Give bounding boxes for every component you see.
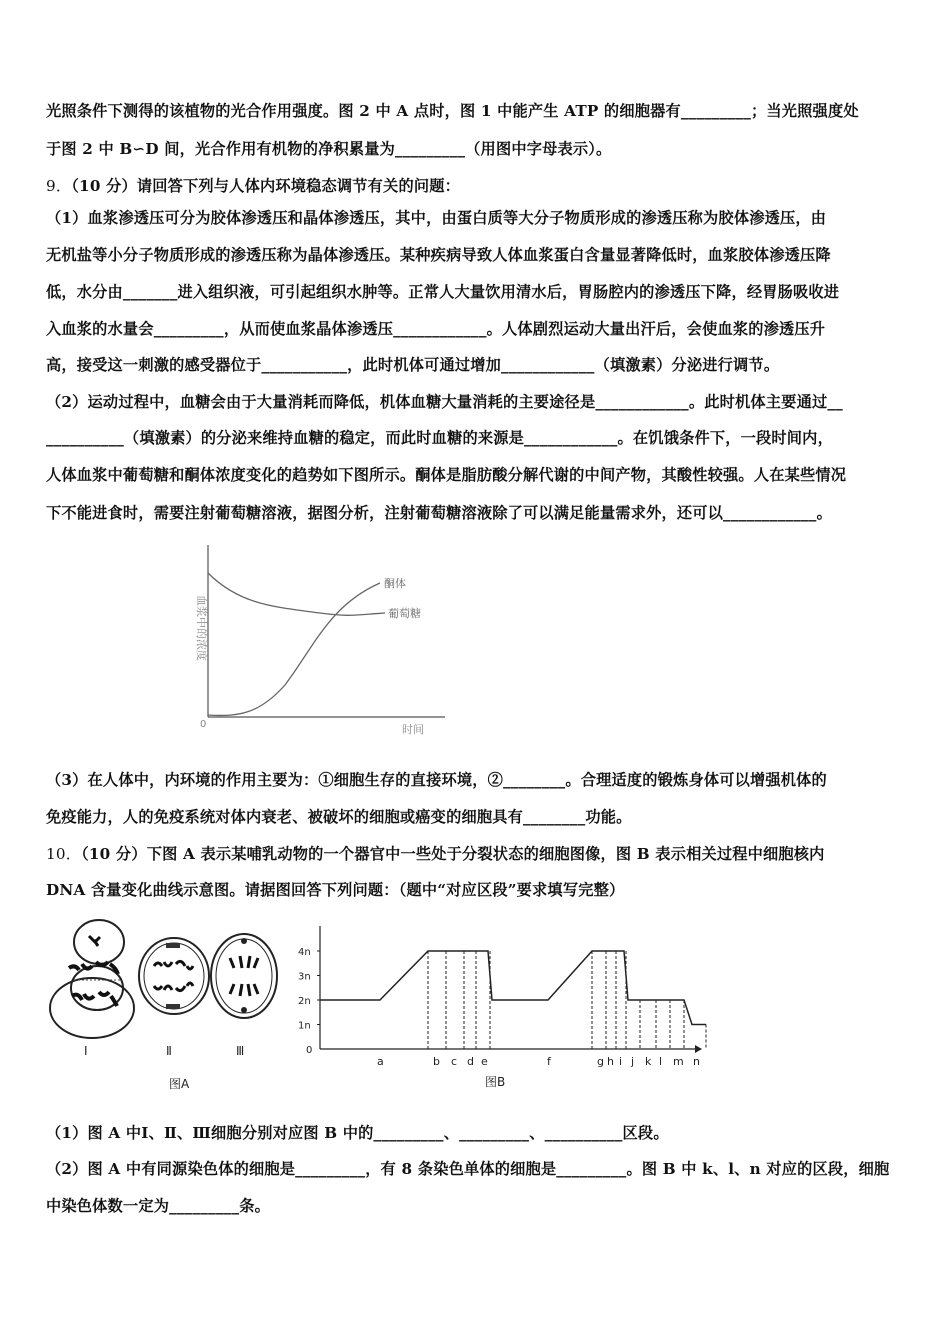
text-line-2: 于图 2 中 B∽D 间，光合作用有机物的净积累量为_________（用图中字母表示）。 [46,140,612,158]
text-line-12: 下不能进食时，需要注射葡萄糖溶液，据图分析，注射葡萄糖溶液除了可以满足能量需求外，还可以____________。 [46,504,832,522]
cell-3-label: Ⅲ [236,1044,245,1058]
figure-a-cells [44,918,284,1098]
question-number-10: 10． [46,845,82,863]
chart-b-xlabel: l [659,1055,663,1068]
chart-b-ytick: 4n [298,947,311,958]
question-10-title: （10 分）下图 A 表示某哺乳动物的一个器官中一些处于分裂状态的细胞图像，图 B 表示相关过程中细胞核内 [81,845,825,863]
graph1-origin: 0 [200,719,207,730]
cell-2 [139,938,209,1014]
text-line-16: DNA 含量变化曲线示意图。请据图回答下列问题：（题中“对应区段”要求填写完整） [46,881,625,899]
chart-b-ytick: 1n [298,1020,311,1032]
chart-b-xlabel: b [433,1055,440,1068]
text-line-4: （1）血浆渗透压可分为胶体渗透压和晶体渗透压，其中，由蛋白质等大分子物质形成的渗透压称为胶体渗透压，由 [46,209,827,227]
chart-b-xlabel: d [467,1055,474,1068]
text-line-18: （2）图 A 中有同源染色体的细胞是_________，有 8 条染色单体的细胞是_________。图 B 中 k、l、n 对应的区段，细胞 [46,1160,890,1178]
text-line-7: 入血浆的水量会_________，从而使血浆晶体渗透压____________。人体剧烈运动大量出汗后，会使血浆的渗透压升 [46,320,826,338]
chart-b-ytick: 3n [298,971,311,983]
chart-b-xlabel: g [597,1055,604,1068]
chart-b-xlabel: c [451,1055,458,1068]
chart-b-ytick: 0 [306,1045,313,1056]
text-line-19: 中染色体数一定为_________条。 [46,1197,271,1215]
chart-b-xlabel: j [631,1055,635,1068]
chart-b-xlabel: k [645,1055,652,1068]
chart-b-xlabel: e [481,1055,488,1068]
chart-b-caption: 图B [485,1075,506,1089]
figure-b-dna-chart [290,918,710,1098]
cell-1-label: Ⅰ [84,1044,88,1058]
question-9-title: （10 分）请回答下列与人体内环境稳态调节有关的问题： [71,177,460,195]
chart-b-x-arrow [695,1045,702,1053]
graph1-glucose-curve [208,573,385,615]
text-line-1: 光照条件下测得的该植物的光合作用强度。图 2 中 A 点时，图 1 中能产生 ATP 的细胞器有_________；当光照强度处 [46,102,859,120]
chart-b-xlabel: m [673,1055,684,1068]
text-line-9: （2）运动过程中，血糖会由于大量消耗而降低，机体血糖大量消耗的主要途径是____________。此时机体主要通过__ [46,393,843,411]
chart-b-xlabel: n [693,1055,700,1068]
cell-1 [50,920,134,1038]
chart-b-xlabel: a [377,1055,384,1068]
ketone-glucose-graph [180,535,460,750]
text-line-13: （3）在人体中，内环境的作用主要为：①细胞生存的直接环境，②________。合理适度的锻炼身体可以增强机体的 [46,771,827,789]
chart-b-xlabel: i [619,1055,623,1068]
graph1-xlabel: 时间 [402,723,424,736]
cell-3 [211,934,277,1018]
text-line-10: __________（填激素）的分泌来维持血糖的稳定，而此时血糖的来源是____________。在饥饿条件下，一段时间内， [46,429,833,447]
chart-b-dna-line [320,951,706,1025]
figure-a-caption: 图A [169,1077,190,1091]
question-9-header [46,176,460,196]
graph1-ketone-curve [208,583,380,715]
text-line-17: （1）图 A 中Ⅰ、Ⅱ、Ⅲ细胞分别对应图 B 中的_________、_________、__________区段。 [46,1124,669,1142]
text-line-6: 低，水分由_______进入组织液，可引起组织水肿等。正常人大量饮用清水后，胃肠腔内的渗透压下降，经胃肠吸收进 [46,283,840,301]
question-number-9: 9． [46,177,72,195]
chart-b-xlabel: h [607,1055,614,1068]
question-10-header [46,844,825,864]
graph1-ylabel: 血浆中的浓度 [195,595,208,661]
chart-b-xlabel: f [547,1055,551,1068]
chart-b-ytick: 2n [298,996,311,1007]
text-line-5: 无机盐等小分子物质形成的渗透压称为晶体渗透压。某种疾病导致人体血浆蛋白含量显著降低时，血浆胶体渗透压降 [46,246,831,264]
text-line-8: 高，接受这一刺激的感受器位于___________，此时机体可通过增加____________（填激素）分泌进行调节。 [46,356,780,374]
graph1-legend-glucose: 葡萄糖 [388,607,421,620]
cell-2-label: Ⅱ [166,1044,172,1058]
graph1-legend-ketone: 酮体 [384,577,406,590]
text-line-11: 人体血浆中葡萄糖和酮体浓度变化的趋势如下图所示。酮体是脂肪酸分解代谢的中间产物，其酸性较强。人在某些情况 [46,466,847,484]
text-line-14: 免疫能力，人的免疫系统对体内衰老、被破坏的细胞或癌变的细胞具有________功能。 [46,808,632,826]
